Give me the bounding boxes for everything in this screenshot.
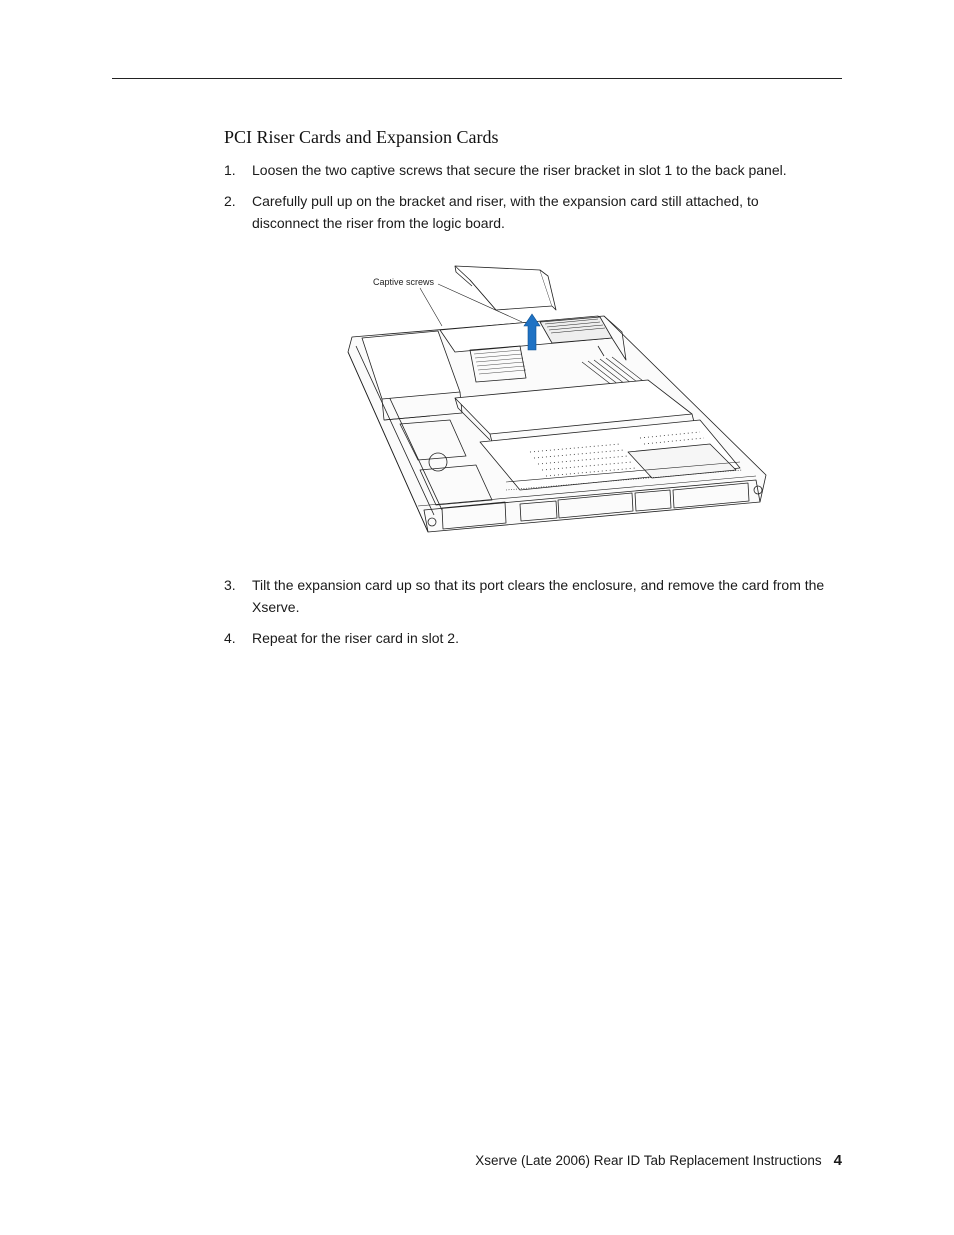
page-footer <box>475 1152 842 1169</box>
section-title: PCI Riser Cards and Expansion Cards <box>224 127 499 147</box>
footer-doc-title: Xserve (Late 2006) Rear ID Tab Replacement Instructions <box>475 1153 822 1168</box>
step-text: Carefully pull up on the bracket and riser, with the expansion card still attached, to disconnect the riser from the logic board. <box>252 193 759 231</box>
page-number: 4 <box>833 1152 842 1169</box>
header-rule <box>112 78 842 79</box>
step-item <box>224 574 846 618</box>
step-number: 3. <box>224 577 236 593</box>
step-item <box>224 159 846 181</box>
callout-label: Captive screws <box>373 277 435 287</box>
step-item <box>224 190 784 234</box>
step-text: Loosen the two captive screws that secure the riser bracket in slot 1 to the back panel. <box>252 162 787 178</box>
step-number: 4. <box>224 630 236 646</box>
riser-bracket <box>455 266 556 310</box>
step-number: 1. <box>224 162 236 178</box>
xserve-illustration <box>340 258 772 538</box>
step-text: Tilt the expansion card up so that its port clears the enclosure, and remove the card from the Xserve. <box>252 577 825 615</box>
step-text: Repeat for the riser card in slot 2. <box>252 630 459 646</box>
step-number: 2. <box>224 193 236 209</box>
step-item <box>224 627 846 649</box>
